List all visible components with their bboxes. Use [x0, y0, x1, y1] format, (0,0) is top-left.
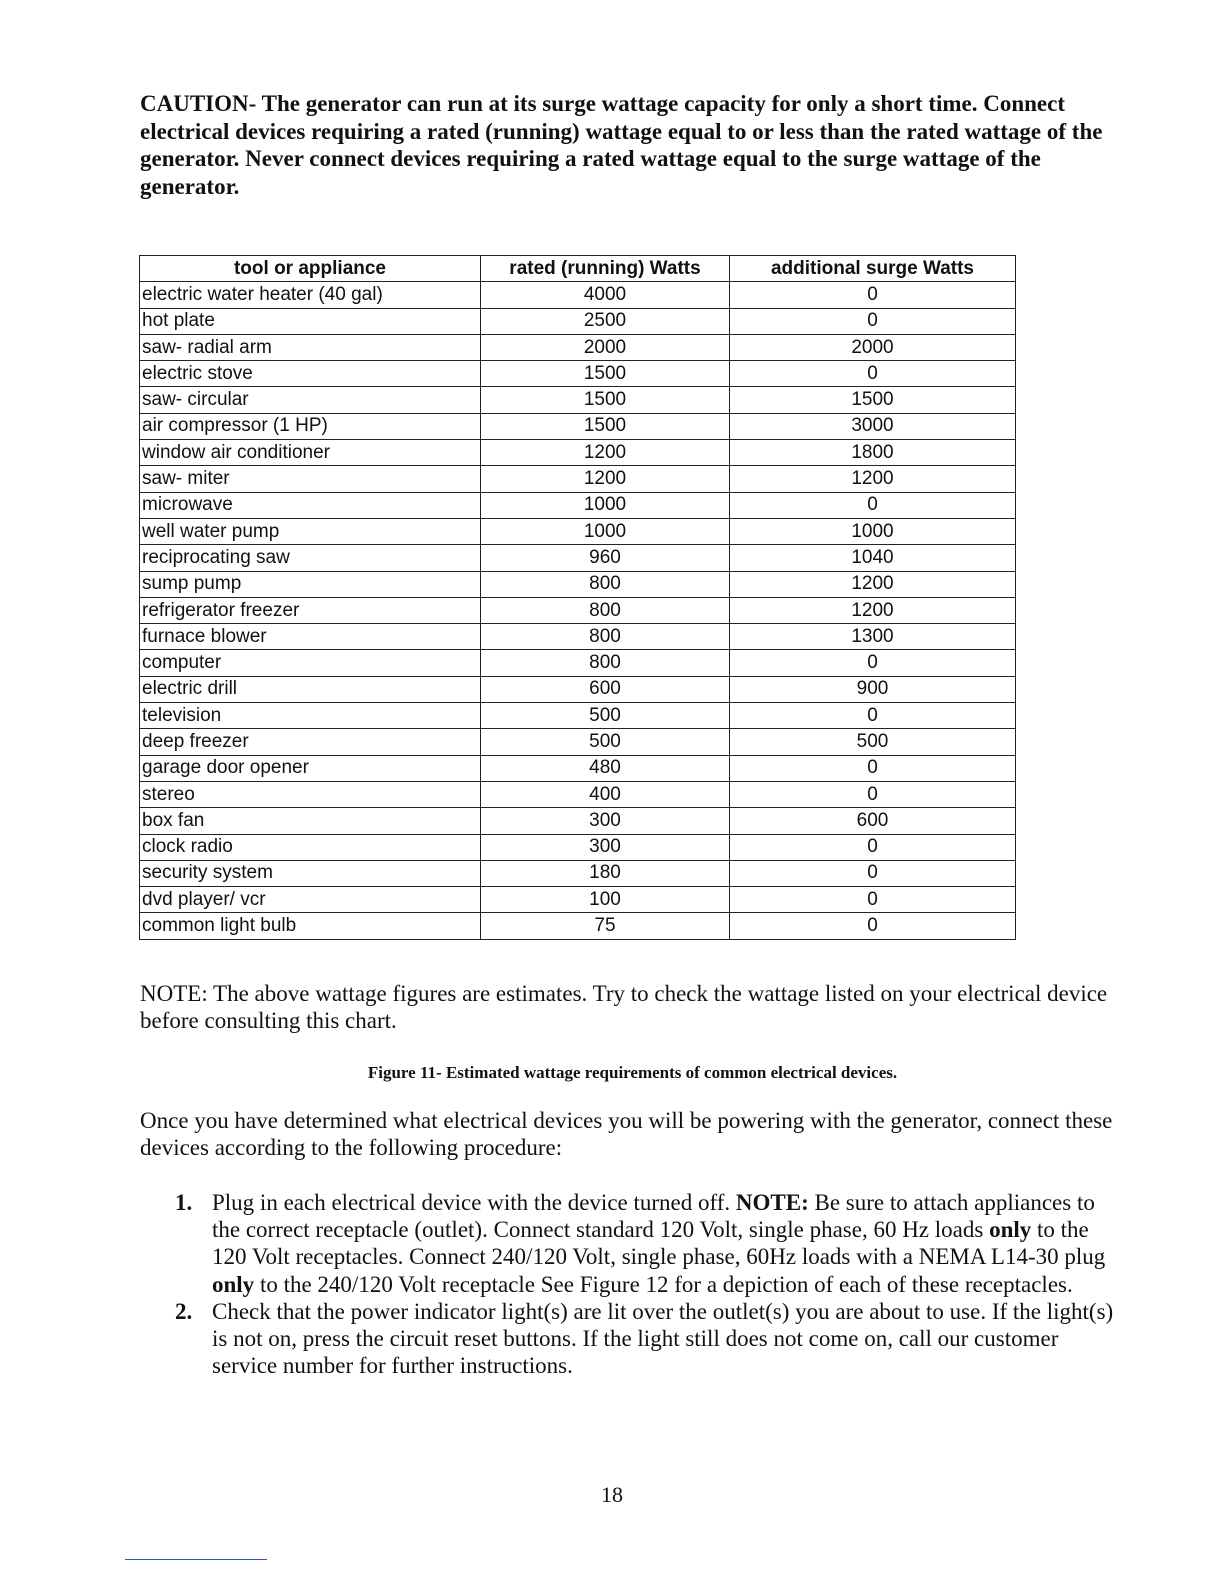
- surge-watts-cell: 0: [730, 308, 1016, 334]
- note-label: NOTE:: [735, 1190, 809, 1215]
- table-row: [140, 361, 1016, 387]
- rated-watts-cell: 1500: [481, 387, 730, 413]
- rated-watts-cell: 2000: [481, 334, 730, 360]
- device-cell: air compressor (1 HP): [140, 413, 481, 439]
- step-text: to the 240/120 Volt receptacle See Figure 12 for a depiction of each of these receptacles.: [254, 1271, 1073, 1297]
- surge-watts-cell: 500: [730, 729, 1016, 755]
- step-text: Plug in each electrical device with the device turned off.: [212, 1190, 736, 1215]
- device-cell: box fan: [140, 808, 481, 834]
- rated-watts-cell: 500: [481, 703, 730, 729]
- rated-watts-cell: 1000: [481, 492, 730, 518]
- rated-watts-cell: 1200: [481, 440, 730, 466]
- table-row: [140, 282, 1016, 308]
- rated-watts-cell: 800: [481, 571, 730, 597]
- device-cell: deep freezer: [140, 729, 481, 755]
- surge-watts-cell: 1500: [730, 387, 1016, 413]
- procedure-step-2: [175, 1298, 1125, 1380]
- surge-watts-cell: 600: [730, 808, 1016, 834]
- caution-paragraph: CAUTION- The generator can run at its surge wattage capacity for only a short time. Connect electrical devices requiring a rated (running) wattage equal to or less than the rated wattage of the generator. Never connect devices requiring a rated wattage equal to the surge wattage of the generator.: [140, 91, 1103, 199]
- surge-watts-cell: 0: [730, 703, 1016, 729]
- step-text: Be sure to attach appliances to the correct receptacle (outlet). Connect standard 120 Volt, single phase, 60 Hz loads: [212, 1190, 1095, 1243]
- table-row: [140, 703, 1016, 729]
- rated-watts-cell: 180: [481, 860, 730, 886]
- rated-watts-cell: 2500: [481, 308, 730, 334]
- device-cell: dvd player/ vcr: [140, 887, 481, 913]
- device-cell: clock radio: [140, 834, 481, 860]
- header-device: tool or appliance: [140, 256, 481, 282]
- surge-watts-cell: 1200: [730, 597, 1016, 623]
- table-row: [140, 834, 1016, 860]
- surge-watts-cell: 3000: [730, 413, 1016, 439]
- device-cell: stereo: [140, 781, 481, 807]
- rated-watts-cell: 300: [481, 834, 730, 860]
- table-row: [140, 466, 1016, 492]
- device-cell: computer: [140, 650, 481, 676]
- rated-watts-cell: 1000: [481, 518, 730, 544]
- wattage-table-container: [139, 255, 1016, 940]
- surge-watts-cell: 0: [730, 650, 1016, 676]
- surge-watts-cell: 1300: [730, 624, 1016, 650]
- surge-watts-cell: 0: [730, 913, 1016, 939]
- surge-watts-cell: 0: [730, 834, 1016, 860]
- step-text: to the 120 Volt receptacles. Connect 240/120 Volt, single phase, 60Hz loads with a NEMA L14-30 plug: [212, 1217, 1106, 1270]
- rated-watts-cell: 480: [481, 755, 730, 781]
- rated-watts-cell: 800: [481, 624, 730, 650]
- emphasis-only: only: [989, 1217, 1032, 1243]
- footnote-divider: [125, 1559, 267, 1560]
- surge-watts-cell: 1000: [730, 518, 1016, 544]
- figure-caption: Figure 11- Estimated wattage requirements of common electrical devices.: [367, 1063, 898, 1082]
- device-cell: saw- radial arm: [140, 334, 481, 360]
- surge-watts-cell: 900: [730, 676, 1016, 702]
- surge-watts-cell: 0: [730, 492, 1016, 518]
- table-header-row: [140, 256, 1016, 282]
- surge-watts-cell: 1200: [730, 571, 1016, 597]
- device-cell: well water pump: [140, 518, 481, 544]
- rated-watts-cell: 100: [481, 887, 730, 913]
- table-row: [140, 492, 1016, 518]
- rated-watts-cell: 1500: [481, 413, 730, 439]
- surge-watts-cell: 0: [730, 860, 1016, 886]
- surge-watts-cell: 2000: [730, 334, 1016, 360]
- device-cell: sump pump: [140, 571, 481, 597]
- table-row: [140, 413, 1016, 439]
- device-cell: saw- circular: [140, 387, 481, 413]
- rated-watts-cell: 800: [481, 597, 730, 623]
- table-row: [140, 755, 1016, 781]
- note-paragraph: NOTE: The above wattage figures are estimates. Try to check the wattage listed on your electrical device before consulting this chart.: [140, 981, 1108, 1033]
- surge-watts-cell: 1040: [730, 545, 1016, 571]
- rated-watts-cell: 1500: [481, 361, 730, 387]
- table-row: [140, 387, 1016, 413]
- rated-watts-cell: 300: [481, 808, 730, 834]
- surge-watts-cell: 0: [730, 755, 1016, 781]
- rated-watts-cell: 1200: [481, 466, 730, 492]
- table-row: [140, 597, 1016, 623]
- device-cell: electric water heater (40 gal): [140, 282, 481, 308]
- device-cell: saw- miter: [140, 466, 481, 492]
- procedure-step-1: [175, 1189, 1125, 1298]
- device-cell: furnace blower: [140, 624, 481, 650]
- header-rated-watts: rated (running) Watts: [481, 256, 730, 282]
- surge-watts-cell: 0: [730, 781, 1016, 807]
- device-cell: microwave: [140, 492, 481, 518]
- table-row: [140, 334, 1016, 360]
- surge-watts-cell: 1800: [730, 440, 1016, 466]
- table-row: [140, 650, 1016, 676]
- surge-watts-cell: 1200: [730, 466, 1016, 492]
- table-row: [140, 440, 1016, 466]
- wattage-table: [139, 255, 1016, 940]
- rated-watts-cell: 600: [481, 676, 730, 702]
- device-cell: electric stove: [140, 361, 481, 387]
- rated-watts-cell: 960: [481, 545, 730, 571]
- emphasis-only: only: [212, 1271, 255, 1297]
- table-row: [140, 624, 1016, 650]
- header-surge-watts: additional surge Watts: [730, 256, 1016, 282]
- table-row: [140, 913, 1016, 939]
- table-row: [140, 729, 1016, 755]
- device-cell: refrigerator freezer: [140, 597, 481, 623]
- table-row: [140, 887, 1016, 913]
- table-row: [140, 545, 1016, 571]
- procedure-list: [175, 1189, 1125, 1379]
- rated-watts-cell: 400: [481, 781, 730, 807]
- rated-watts-cell: 75: [481, 913, 730, 939]
- device-cell: reciprocating saw: [140, 545, 481, 571]
- device-cell: electric drill: [140, 676, 481, 702]
- device-cell: security system: [140, 860, 481, 886]
- rated-watts-cell: 800: [481, 650, 730, 676]
- rated-watts-cell: 500: [481, 729, 730, 755]
- device-cell: common light bulb: [140, 913, 481, 939]
- page-number: 18: [601, 1482, 623, 1507]
- intro-paragraph: Once you have determined what electrical devices you will be powering with the generator, connect these devices according to the following procedure:: [140, 1108, 1113, 1160]
- table-row: [140, 518, 1016, 544]
- table-row: [140, 676, 1016, 702]
- table-row: [140, 781, 1016, 807]
- surge-watts-cell: 0: [730, 361, 1016, 387]
- step-text: Check that the power indicator light(s) are lit over the outlet(s) you are about to use. If the light(s) is not on, press the circuit reset buttons. If the light still does not come on, call our customer service number for further instructions.: [212, 1298, 1114, 1379]
- table-row: [140, 308, 1016, 334]
- device-cell: hot plate: [140, 308, 481, 334]
- table-row: [140, 808, 1016, 834]
- device-cell: garage door opener: [140, 755, 481, 781]
- step-number: 1.: [175, 1190, 193, 1215]
- device-cell: window air conditioner: [140, 440, 481, 466]
- surge-watts-cell: 0: [730, 887, 1016, 913]
- step-number: 2.: [175, 1298, 193, 1324]
- rated-watts-cell: 4000: [481, 282, 730, 308]
- surge-watts-cell: 0: [730, 282, 1016, 308]
- device-cell: television: [140, 703, 481, 729]
- table-body: [140, 282, 1016, 939]
- table-row: [140, 860, 1016, 886]
- table-row: [140, 571, 1016, 597]
